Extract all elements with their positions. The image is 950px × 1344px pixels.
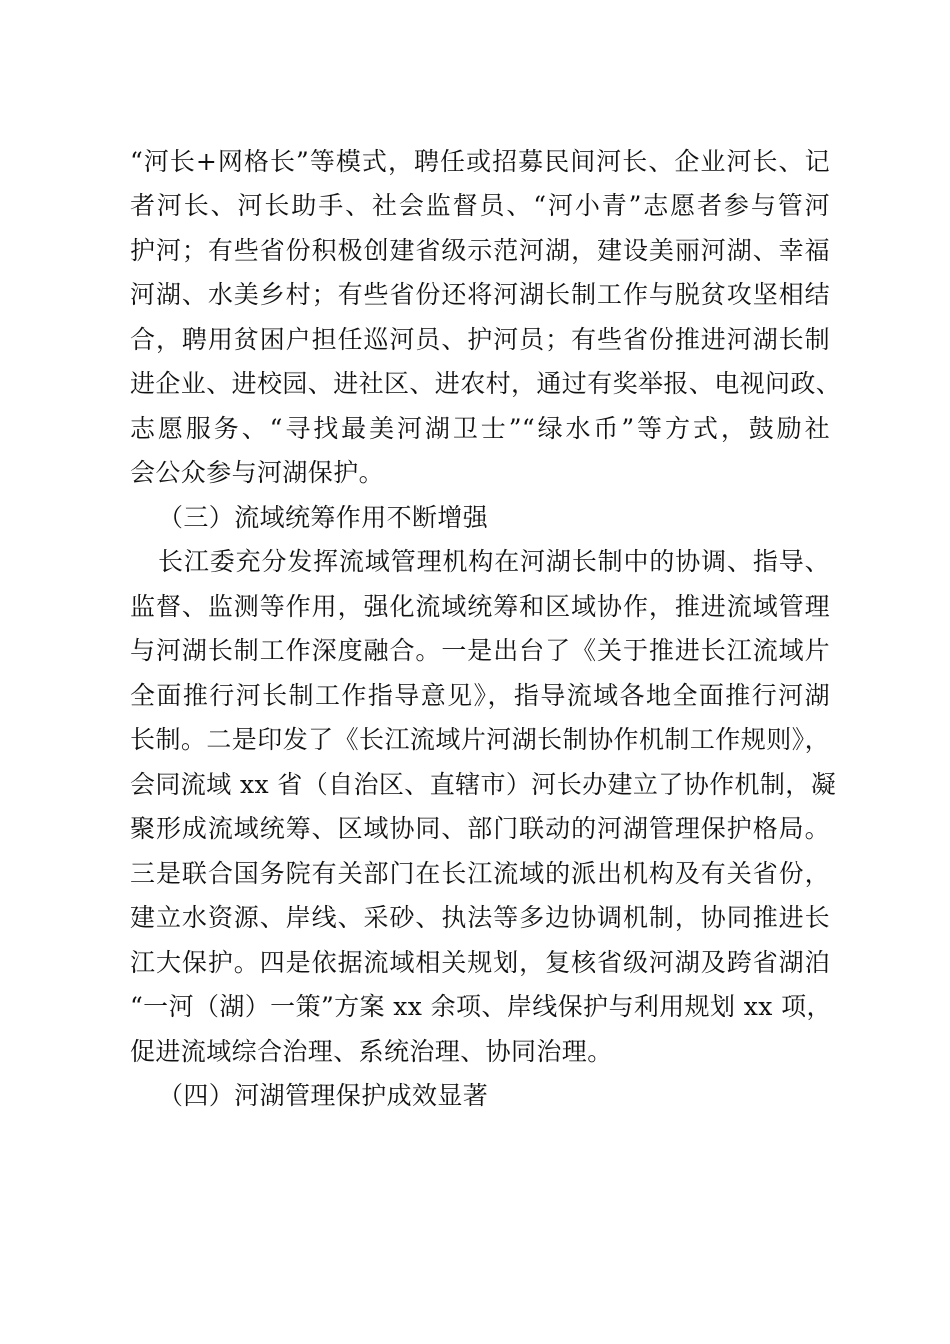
paragraph-1-line-7: 志愿服务、“寻找最美河湖卫士”“绿水币”等方式，鼓励社 xyxy=(130,414,830,443)
paragraph-2-line-12: 促进流域综合治理、系统治理、协同治理。 xyxy=(130,1037,613,1066)
paragraph-1-line-4: 河湖、水美乡村；有些省份还将河湖长制工作与脱贫攻坚相结 xyxy=(130,280,830,309)
paragraph-2-line-9: 建立水资源、岸线、采砂、执法等多边协调机制，协同推进长 xyxy=(130,903,830,932)
paragraph-1-line-3: 护河；有些省份积极创建省级示范河湖，建设美丽河湖、幸福 xyxy=(130,236,830,265)
paragraph-1-line-5: 合，聘用贫困户担任巡河员、护河员；有些省份推进河湖长制 xyxy=(130,325,830,354)
paragraph-1-line-2: 者河长、河长助手、社会监督员、“河小青”志愿者参与管河 xyxy=(130,191,830,220)
paragraph-2-line-5: 长制。二是印发了《长江流域片河湖长制协作机制工作规则》， xyxy=(130,725,830,754)
section-heading-3: （三）流域统筹作用不断增强 xyxy=(158,503,489,532)
paragraph-2-line-2: 监督、监测等作用，强化流域统筹和区域协作，推进流域管理 xyxy=(130,592,830,621)
paragraph-1-line-1: “河长+网格长”等模式，聘任或招募民间河长、企业河长、记 xyxy=(130,147,830,176)
paragraph-2-line-3: 与河湖长制工作深度融合。一是出台了《关于推进长江流域片 xyxy=(130,636,830,665)
paragraph-2-line-10: 江大保护。四是依据流域相关规划，复核省级河湖及跨省湖泊 xyxy=(130,948,830,977)
paragraph-2-line-11: “一河（湖）一策”方案 xx 余项、岸线保护与利用规划 xx 项， xyxy=(130,992,832,1021)
paragraph-1-line-6: 进企业、进校园、进社区、进农村，通过有奖举报、电视问政、 xyxy=(130,369,842,398)
paragraph-2-line-4: 全面推行河长制工作指导意见》，指导流域各地全面推行河湖 xyxy=(130,681,830,710)
paragraph-2-line-6: 会同流域 xx 省（自治区、直辖市）河长办建立了协作机制，凝 xyxy=(130,770,837,799)
paragraph-2-line-7: 聚形成流域统筹、区域协同、部门联动的河湖管理保护格局。 xyxy=(130,814,830,843)
paragraph-2-line-1: 长江委充分发挥流域管理机构在河湖长制中的协调、指导、 xyxy=(158,547,830,576)
section-heading-4: （四）河湖管理保护成效显著 xyxy=(158,1081,489,1110)
paragraph-1-line-8: 会公众参与河湖保护。 xyxy=(130,458,385,487)
paragraph-2-line-8: 三是联合国务院有关部门在长江流域的派出机构及有关省份， xyxy=(130,859,830,888)
